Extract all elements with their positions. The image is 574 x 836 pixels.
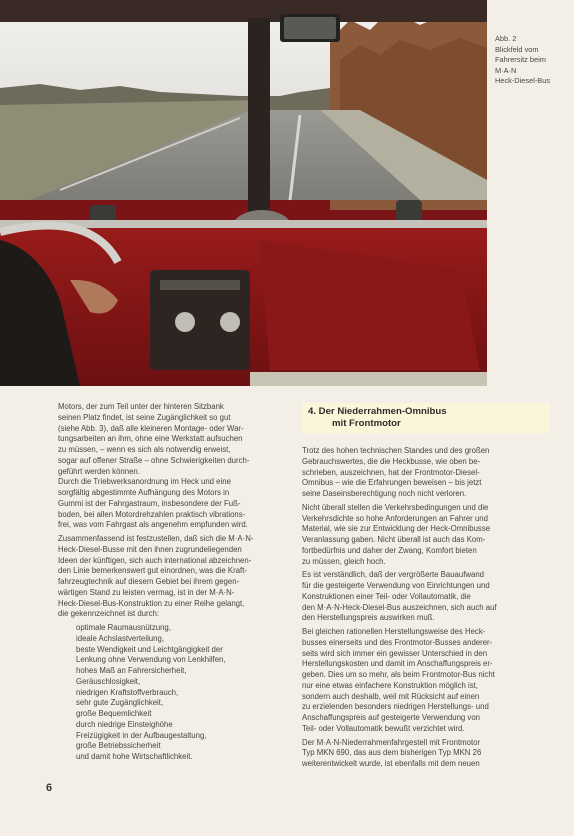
text-line: fortbedürfnis und daher der Zwang, Komfort bieten <box>302 545 477 555</box>
right-column <box>302 446 550 773</box>
text-line: für die gesteigerte Verwendung von Einrichtungen und <box>302 581 490 590</box>
list-item: ideale Achslastverteilung, <box>76 633 164 643</box>
figure-caption <box>495 34 573 87</box>
text-line: schrieben, auszeichnen, hat der Frontmotor-Diesel- <box>302 467 480 477</box>
heading-line-2: mit Frontmotor <box>332 418 401 429</box>
text-line: sondern auch deshalb, weil mit Rücksicht auf einen <box>302 691 480 701</box>
text-line: Ideen der künftigen, sich auch international abzeichnen- <box>58 555 252 565</box>
list-item: hohes Maß an Fahrersicherheit, <box>76 666 187 675</box>
section-heading <box>302 403 550 433</box>
paragraph <box>302 503 550 568</box>
text-line: den M·A·N-Heck-Diesel-Bus auszeichnen, sich auch auf <box>302 602 497 612</box>
text-line: Material, wie sie zur Entwicklung der Heck-Omnibusse <box>302 524 491 534</box>
text-line: seits wird sich immer ein gewisser Unterschied in den <box>302 648 488 658</box>
caption-line: Fahrersitz beim <box>495 55 546 65</box>
list-item: durch niedrige Einsteighöhe <box>76 719 173 729</box>
dashboard-photo <box>0 0 487 386</box>
caption-line: Heck-Diesel-Bus <box>495 76 551 86</box>
text-line: Konstruktionen einer Teil- oder Vollautomatik, die <box>302 591 471 601</box>
text-line: den Herstellungspreis auswirken muß. <box>302 613 435 623</box>
text-line: nur eine etwas einfachere Konstruktion möglich ist, <box>302 680 478 690</box>
text-line: Verkehrsdichte so hohe Anforderungen an Fahrer und <box>302 513 488 523</box>
text-line: tungsarbeiten an ihm, ohne eine Werkstatt aufsuchen <box>58 434 243 444</box>
list-item: Lenkung ohne Verwendung von Lenkhilfen, <box>76 655 226 665</box>
text-line: zu müssen, gleich hoch. <box>302 556 386 566</box>
paragraph <box>58 402 288 531</box>
paragraph <box>302 446 550 500</box>
text-line: Durch die Triebwerksanordnung im Heck und eine <box>58 477 231 487</box>
text-line: seinen Platz findet, ist seine Zugänglichkeit so gut <box>58 412 231 422</box>
text-line: fahrzeugtechnik auf diesem Gebiet bei ihrem gegen- <box>58 577 240 586</box>
left-column <box>58 402 288 763</box>
list-item: große Bequemlichkeit <box>76 709 152 718</box>
text-line: den Linie bemerkenswert gut einordnen, was die Kraft- <box>58 566 247 576</box>
text-line: zu müssen, – wenn es sich als notwendig erweist, <box>58 445 231 454</box>
text-line: Bei gleichen rationellen Herstellungsweise des Heck- <box>302 627 486 636</box>
list-item: beste Wendigkeit und Leichtgängigkeit der <box>76 644 223 654</box>
text-line: Veranlassung gaben. Nicht überall ist auch das Kom- <box>302 535 486 544</box>
text-line: seine Daseinsberechtigung noch nicht verloren. <box>302 489 467 498</box>
text-line: zu erzielenden besonders niedrigen Herstellungs- und <box>302 702 489 712</box>
text-line: Anschaffungspreis auf gesteigerte Verwendung von <box>302 713 481 722</box>
text-line: Es ist verständlich, daß der vergrößerte Bauaufwand <box>302 570 485 580</box>
list-item: große Betriebssicherheit <box>76 741 161 751</box>
text-line: geführt werden können. <box>58 466 140 476</box>
text-line: wärtigen Stand zu leisten vermag, ist in der M·A·N- <box>58 587 235 597</box>
list-item: Freizügigkeit in der Aufbaugestaltung, <box>76 730 207 740</box>
text-line: Omnibus – wie die Erfahrungen beweisen – bis jetzt <box>302 478 482 488</box>
page-number: 6 <box>46 782 53 794</box>
text-line: die gekennzeichnet ist durch: <box>58 609 159 619</box>
text-line: Der M·A·N-Niederrahmenfahrgestell mit Frontmotor <box>302 737 481 747</box>
text-line: Gebrauchswertes, die die Heckbusse, wie oben be- <box>302 456 481 466</box>
paragraph <box>58 534 288 620</box>
text-line: Motors, der zum Teil unter der hinteren Sitzbank <box>58 402 224 411</box>
paragraph <box>302 627 550 735</box>
text-line: busses einerseits und des Frontmotor-Busses anderer- <box>302 637 493 647</box>
text-line: boden, bei allen Motordrehzahlen praktisch vibrations- <box>58 509 246 519</box>
heading-line-1: 4. Der Niederrahmen-Omnibus <box>308 406 447 417</box>
feature-list <box>76 623 288 763</box>
caption-line: M·A·N <box>495 65 517 75</box>
text-line: frei, was vom Fahrgast als angenehm empfunden wird. <box>58 520 248 530</box>
paragraph <box>302 738 550 770</box>
text-line: Typ MKN 690, das aus dem bisherigen Typ MKN 26 <box>302 748 482 758</box>
text-line: geben. Dies um so mehr, als beim Frontmotor-Bus nicht <box>302 670 495 679</box>
text-line: Zusammenfassend ist festzustellen, daß sich die M·A·N- <box>58 534 254 543</box>
text-line: Gummi ist der Fahrgastraum, insbesondere der Fuß- <box>58 498 241 508</box>
list-item: optimale Raumausnützung, <box>76 623 171 632</box>
text-line: Heck-Diesel-Bus-Konstruktion zu einer Reihe gelangt, <box>58 598 245 608</box>
list-item: Geräuschlosigkeit, <box>76 676 141 686</box>
text-line: Teil- oder Vollautomatik bewußt verzichtet wird. <box>302 723 465 733</box>
text-line: Herstellungskosten und damit im Anschaffungspreis er- <box>302 659 493 669</box>
paragraph <box>302 570 550 624</box>
text-line: (siehe Abb. 3), daß alle kleineren Montage- oder War- <box>58 423 244 433</box>
list-item: und damit hohe Wirtschaftlichkeit. <box>76 752 193 761</box>
text-line: sorgfältig abgestimmte Aufhängung des Motors in <box>58 488 230 497</box>
caption-line: Blickfeld vom <box>495 44 539 54</box>
list-item: sehr gute Zugänglichkeit, <box>76 698 164 708</box>
text-line: sogar auf offener Straße – ohne Schwierigkeiten durch- <box>58 455 250 465</box>
caption-line: Abb. 2 <box>495 34 517 43</box>
text-line: Heck-Diesel-Busse mit den ihnen zugrundeliegenden <box>58 544 242 554</box>
text-line: weiterentwickelt wurde, ist ebenfalls mit dem neuen <box>302 759 480 768</box>
text-line: Nicht überall stellen die Verkehrsbedingungen und die <box>302 502 489 512</box>
text-line: Trotz des hohen technischen Standes und des großen <box>302 446 490 455</box>
list-item: niedrigen Kraftstoffverbrauch, <box>76 687 179 697</box>
